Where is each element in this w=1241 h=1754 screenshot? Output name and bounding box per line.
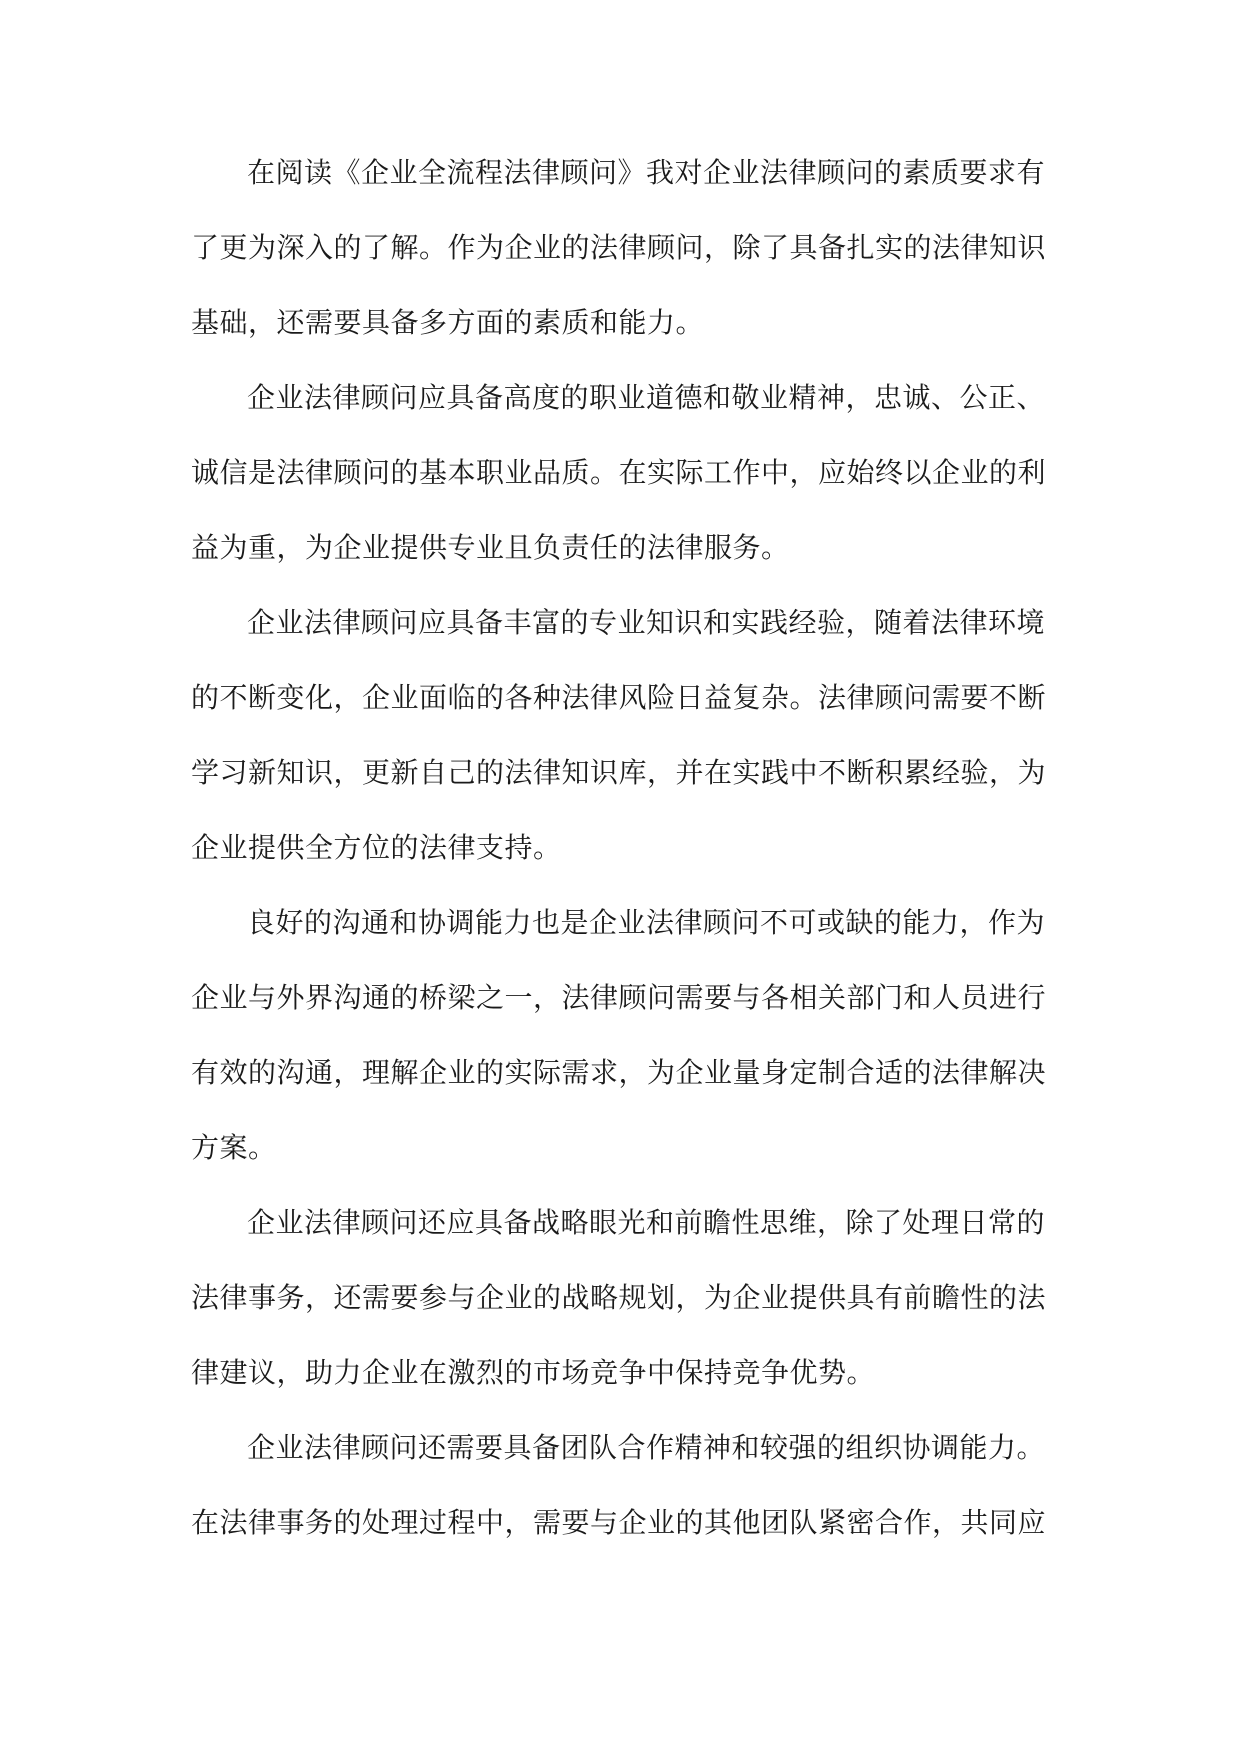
paragraph-5: [191, 1193, 1071, 1418]
text-line: 良好的沟通和协调能力也是企业法律顾问不可或缺的能力，作为: [247, 906, 1046, 939]
text-line: 企业法律顾问还需要具备团队合作精神和较强的组织协调能力。: [247, 1431, 1046, 1464]
text-line: 在阅读《企业全流程法律顾问》我对企业法律顾问的素质要求有: [247, 156, 1046, 189]
text-line: 了更为深入的了解。作为企业的法律顾问，除了具备扎实的法律知识: [191, 231, 1047, 264]
text-line: 诚信是法律顾问的基本职业品质。在实际工作中，应始终以企业的利: [191, 456, 1047, 489]
text-line: 企业提供全方位的法律支持。: [191, 831, 562, 864]
paragraph-6: [191, 1418, 1071, 1568]
text-line: 学习新知识，更新自己的法律知识库，并在实践中不断积累经验，为: [191, 756, 1047, 789]
text-line: 律建议，助力企业在激烈的市场竞争中保持竞争优势。: [191, 1356, 876, 1389]
text-line: 企业与外界沟通的桥梁之一，法律顾问需要与各相关部门和人员进行: [191, 981, 1047, 1014]
text-line: 企业法律顾问还应具备战略眼光和前瞻性思维，除了处理日常的: [247, 1206, 1046, 1239]
document-body: [191, 143, 1071, 1568]
text-line: 益为重，为企业提供专业且负责任的法律服务。: [191, 531, 790, 564]
text-line: 有效的沟通，理解企业的实际需求，为企业量身定制合适的法律解决: [191, 1056, 1047, 1089]
paragraph-2: [191, 368, 1071, 593]
text-line: 基础，还需要具备多方面的素质和能力。: [191, 306, 705, 339]
paragraph-1: [191, 143, 1071, 368]
text-line: 方案。: [191, 1131, 277, 1164]
text-line: 企业法律顾问应具备丰富的专业知识和实践经验，随着法律环境: [247, 606, 1046, 639]
text-line: 法律事务，还需要参与企业的战略规划，为企业提供具有前瞻性的法: [191, 1281, 1047, 1314]
paragraph-3: [191, 593, 1071, 893]
paragraph-4: [191, 893, 1071, 1193]
text-line: 的不断变化，企业面临的各种法律风险日益复杂。法律顾问需要不断: [191, 681, 1047, 714]
text-line: 企业法律顾问应具备高度的职业道德和敬业精神，忠诚、公正、: [247, 381, 1046, 414]
text-line: 在法律事务的处理过程中，需要与企业的其他团队紧密合作，共同应: [191, 1506, 1047, 1539]
